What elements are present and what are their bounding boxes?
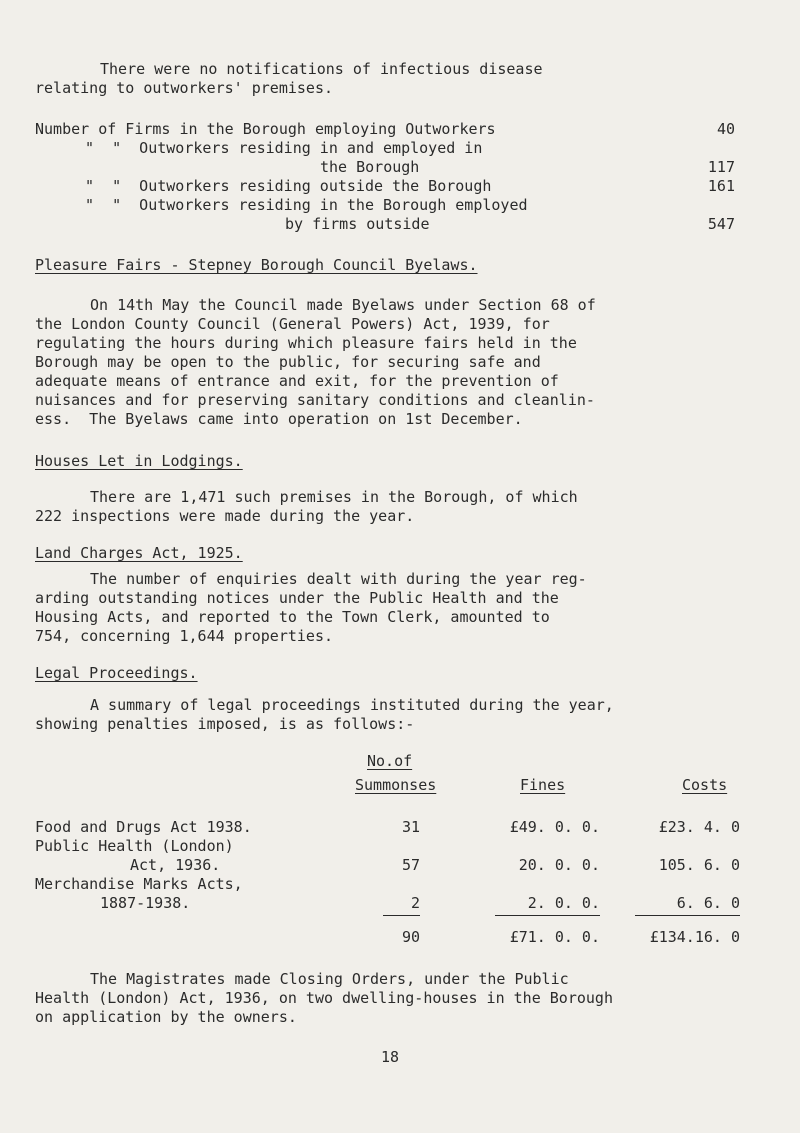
land-heading: Land Charges Act, 1925. [35,544,243,562]
legal-row-2-label-a: Public Health (London) [35,837,234,855]
outworkers-row-1-label: Number of Firms in the Borough employing Outworkers [35,120,496,138]
legal-heading: Legal Proceedings. [35,664,198,682]
outworkers-row-3-label: " " Outworkers residing outside the Borough [85,177,492,195]
legal-row-1-summonses: 31 [401,818,420,836]
land-line-2: arding outstanding notices under the Public Health and the [35,589,559,607]
outworkers-row-4-label-a: " " Outworkers residing in the Borough employed [85,196,528,214]
costs-total-rule [635,915,740,916]
legal-total-costs: £134.16. 0 [649,928,740,946]
closing-line-2: Health (London) Act, 1936, on two dwelling-houses in the Borough [35,989,613,1007]
legal-row-3-fines: 2. 0. 0. [527,894,600,912]
closing-line-3: on application by the owners. [35,1008,297,1026]
land-line-1: The number of enquiries dealt with during the year reg- [90,570,587,588]
outworkers-row-1-value: 40 [716,120,735,138]
fairs-line-7: ess. The Byelaws came into operation on 1st December. [35,410,523,428]
legal-row-2-label-b: Act, 1936. [130,856,221,874]
legal-line-1: A summary of legal proceedings instituted during the year, [90,696,614,714]
fairs-line-2: the London County Council (General Powers) Act, 1939, for [35,315,550,333]
col-summons-a: No.of [367,752,413,770]
intro-line-2: relating to outworkers' premises. [35,79,334,97]
outworkers-row-3-value: 161 [707,177,735,195]
closing-line-1: The Magistrates made Closing Orders, under the Public [90,970,569,988]
legal-row-3-label-a: Merchandise Marks Acts, [35,875,243,893]
legal-row-1-label: Food and Drugs Act 1938. [35,818,252,836]
col-summons-b: Summonses [355,776,437,794]
page-number: 18 [380,1048,400,1066]
outworkers-row-2-label-a: " " Outworkers residing in and employed in [85,139,483,157]
col-costs: Costs [682,776,728,794]
legal-line-2: showing penalties imposed, is as follows:- [35,715,415,733]
legal-row-2-summonses: 57 [401,856,420,874]
lodgings-line-2: 222 inspections were made during the year. [35,507,415,525]
legal-total-summonses: 90 [401,928,420,946]
legal-row-2-costs: 105. 6. 0 [658,856,740,874]
legal-row-1-costs: £23. 4. 0 [658,818,740,836]
fairs-line-5: adequate means of entrance and exit, for the prevention of [35,372,559,390]
fairs-line-4: Borough may be open to the public, for securing safe and [35,353,541,371]
legal-total-fines: £71. 0. 0. [509,928,600,946]
outworkers-row-4-value: 547 [707,215,735,233]
legal-row-3-costs: 6. 6. 0 [676,894,740,912]
fairs-line-3: regulating the hours during which pleasure fairs held in the [35,334,577,352]
land-line-3: Housing Acts, and reported to the Town Clerk, amounted to [35,608,550,626]
lodgings-heading: Houses Let in Lodgings. [35,452,243,470]
fairs-line-1: On 14th May the Council made Byelaws under Section 68 of [90,296,596,314]
outworkers-row-2-label-b: the Borough [320,158,420,176]
fines-total-rule [495,915,600,916]
intro-line-1: There were no notifications of infectious disease [100,60,543,78]
outworkers-row-2-value: 117 [707,158,735,176]
legal-row-3-summonses: 2 [410,894,420,912]
col-fines: Fines [520,776,566,794]
legal-row-3-label-b: 1887-1938. [100,894,191,912]
fairs-line-6: nuisances and for preserving sanitary conditions and cleanlin- [35,391,595,409]
summonses-total-rule [383,915,420,916]
outworkers-row-4-label-b: by firms outside [285,215,430,233]
fairs-heading: Pleasure Fairs - Stepney Borough Council Byelaws. [35,256,478,274]
legal-row-1-fines: £49. 0. 0. [509,818,600,836]
land-line-4: 754, concerning 1,644 properties. [35,627,334,645]
legal-row-2-fines: 20. 0. 0. [518,856,600,874]
lodgings-line-1: There are 1,471 such premises in the Borough, of which [90,488,578,506]
